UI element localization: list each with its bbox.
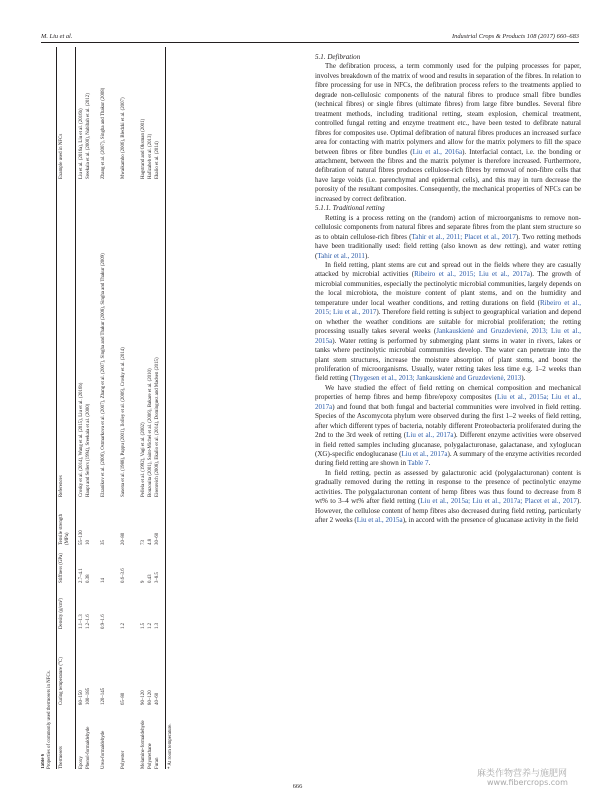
body-text-column bbox=[315, 53, 581, 526]
citation-link[interactable]: Liu et al., 2017a bbox=[401, 450, 448, 459]
table-bottom-rule bbox=[165, 47, 166, 769]
col-header-density: Density (g/cm³) bbox=[59, 598, 64, 629]
section-title: 5.1. Defibration bbox=[315, 53, 361, 61]
citation-link[interactable]: Liu et al., 2015a; Liu et al., 2017a; Placet et al., 2017 bbox=[420, 497, 577, 506]
citation-link[interactable]: Liu et al., 2015a bbox=[356, 516, 403, 525]
header-rule bbox=[41, 42, 579, 43]
watermark-url: www.fibercrops.com bbox=[487, 778, 568, 787]
col-header-examples: Example used in NFCs bbox=[59, 133, 64, 179]
col-header-stiffness: Stiffness (GPa) bbox=[59, 553, 64, 583]
citation-link[interactable]: Liu et al., 2016a bbox=[412, 147, 463, 156]
citation-link[interactable]: Ribeiro et al., 2015; Liu et al., 2017a bbox=[414, 270, 530, 279]
table-title: Table 6 bbox=[41, 753, 46, 769]
table-6-container bbox=[41, 47, 291, 769]
running-head-authors: M. Liu et al. bbox=[41, 33, 73, 40]
col-header-references: References bbox=[59, 475, 64, 497]
table-header-rule bbox=[75, 47, 76, 769]
paragraph: We have studied the effect of field retting on chemical composition and mechanical properties of hemp fibres and hemp fibre/epoxy composites (Liu et al., 2015a; Liu et al., 2017a) and found that both fungal and bacterial communities were involved in field retting. Species of the Ascomycota phylum were observed during the first 1–2 weeks of field retting, after which different types of bacteria, notably different Proteobacteria proliferated during the 2nd to the 3rd week of retting (Liu et al., 2017a). Different enzyme activities were observed in field retted samples including glucanase, polygalacturonase, galactanase, and xyloglucan (XG)-specific endoglucanase (Liu et al., 2017a). A summary of the enzyme activities recorded during field retting are shown in Table 7. bbox=[315, 383, 581, 468]
citation-link[interactable]: Tahir et al., 2011 bbox=[317, 251, 365, 260]
col-header-curing: Curing temperature (°C) bbox=[59, 657, 64, 705]
table-link[interactable]: Table 7 bbox=[407, 459, 429, 468]
table-6: Table 6 Properties of commonly used thermosets in NFCs. Thermosets Curing temperature (°C) Density (g/cm³) Stiffness (GPa) Tensile strength (MPa) References Example used in NFCs Epoxy 80–150 1.1–1.3 2.7–4.1 55–130 Crosky et al. (2014), Wang et al. (2015), Liu et al. (2016b) Liu et al. (2016a), Liu et al. (2016b) Phenol-formaldehyde 100–185 1.2–1.6 0.38 10 Haupt and Sellers (1994), Sreekala et al. (2000) Sreekala et al. (2000), Nabihah et al. (2012) Urea-formaldehyde 120–145 0.9–1.6 14 35 Elzanikov et al. (2006), Ostmarkova et al. (2007), Zhang et al. (2007), Singha and Thakur (2008), Singha and Thakur (2009) Zhang et al. (2007), Singha and Thakur (2008) Polyester 65–80 1.2 0.6–3.6 20–80 Saxena et al. (1988), Pappu (2001), Ilolley et al. (2006), Crosky et al. (2014) Mwaikambo (2006), Bledzki et al. (2007) Melamine-formaldehyde 90–120 1.5 9 73 Pellela et al. (1992), Vagi et al. (2002) Hagstrand and Oksman (2001) Polyurethane 80–120 1.2 0.43 4.8 Bouzouita (2001), Saint-Michel et al. (2006), Bakare et al. (2010) Hafizaheb et al. (2013) Furan 40–60 1.3 3–8.5 30–60 Eisenreich (2008), Ekalio et al. (2014), Domínguez and Madsen (2015) Ekalio et al. (2014) * At room temperature. bbox=[41, 47, 291, 769]
paragraph: In field retting, pectin as assessed by galacturonic acid (polygalacturonan) content is gradually removed during the retting in response to the presence of pectinolytic enzyme activities. The polygalacturonan content of hemp fibres was thus found to decrease from 8 wt% to 3–4 wt% after field retting (Liu et al., 2015a; Liu et al., 2017a; Placet et al., 2017). However, the cellulose content of hemp fibres also decreased during field retting, particularly after 2 weeks (Liu et al., 2015a), in accord with the presence of glucanase activity in the field bbox=[315, 468, 581, 525]
page-number: 666 bbox=[292, 783, 303, 790]
col-header-thermosets: Thermosets bbox=[59, 746, 64, 769]
table-caption: Properties of commonly used thermosets in NFCs. bbox=[47, 670, 52, 769]
col-header-tensile: Tensile strength (MPa) bbox=[59, 513, 71, 545]
paragraph: In field retting, plant stems are cut and spread out in the fields where they are casually attacked by microbial activities (Ribeiro et al., 2015; Liu et al., 2017a). The growth of microbial communities, especially the pectinolytic microbial communities, largely depends on the local microbiota, the moisture content of plant stems, and on the humidity and temperature under local weather conditions, and retting durations on field (Ribeiro et al., 2015; Liu et al., 2017). Therefore field retting is subject to geographical variation and depend on whether the weather conditions are suitable for microbial proliferation; the retting processing usually takes several weeks (Jankauskienė and Gruzdevienė, 2013; Liu et al., 2015a). Water retting is performed by submerging plant stems in water in rivers, lakes or tanks where pectinolytic microbial communities develop. The water can penetrate into the plant stem structures, increase the moisture absorption of plant stems, and boost the proliferation of microorganisms. Usually, water retting takes less time e.g. 1–2 weeks than field retting (Thygesen et al., 2013; Jankauskienė and Gruzdevienė, 2013). bbox=[315, 260, 582, 383]
citation-link[interactable]: Jankauskienė and Gruzdevienė, 2013; Liu et al., 2015a bbox=[315, 327, 581, 345]
citation-link[interactable]: Liu et al., 2017a bbox=[406, 431, 454, 440]
citation-link[interactable]: Tahir et al., 2011; Placet et al., 2017 bbox=[411, 232, 516, 241]
paragraph: The defibration process, a term commonly used for the pulping processes for paper, involves breakdown of the matrix of wood and results in separation of the fibres. In relation to fibre processing for use in NFCs, the defibration process refers to the treatments applied to degrade non-cellulosic components of the natural fibres to produce small fibre bundles (technical fibres) or single fibres (ultimate fibres) from large fibre bundles. Several fibre treatment methods, including traditional retting, steam explosion, chemical treatment, controlled fungal retting and enzyme treatment etc., have been tested to defibrate natural fibres for composites use. Optimal defibration of natural fibres produces an increased surface area for contacting with matrix polymers and allow for the matrix polymers to fill the space between fibres or fibre bundles (Liu et al., 2016a). Interfacial contact, i.e. the bonding or attachment, between the fibres and the matrix polymer is therefore increased. Furthermore, defibration of natural fibres produces cellulose-rich fibres by removal of non-fibre cells that have large voids (i.e. parenchymal and epidermal cells), and this may in turn decrease the porosity of the resultant composites. Consequently, the mechanical properties of NFCs can be increased by correct defibration. bbox=[315, 62, 581, 203]
citation-link[interactable]: Liu et al., 2015a; Liu et al., 2017a bbox=[315, 393, 581, 411]
table-footnote: * At room temperature. bbox=[168, 723, 173, 769]
running-head-journal: Industrial Crops & Products 108 (2017) 660–683 bbox=[452, 33, 579, 40]
subsection-title: 5.1.1. Traditional retting bbox=[315, 204, 385, 213]
paragraph: Retting is a process retting on the (random) action of microorganisms to remove non-cellulosic components from natural fibres and separate fibres from the plant stem structure so as to obtain cellulose-rich fibres (Tahir et al., 2011; Placet et al., 2017). Two retting methods have been traditionally used: field retting (also known as dew retting), and water retting (Tahir et al., 2011). bbox=[315, 213, 582, 260]
citation-link[interactable]: Ribeiro et al., 2015; Liu et al., 2017 bbox=[315, 298, 582, 317]
watermark-text: 麻类作物营养与施肥网 bbox=[477, 769, 568, 779]
table-top-rule bbox=[56, 47, 57, 769]
citation-link[interactable]: Thygesen et al., 2013; Jankauskienė and Gruzdevienė, 2013 bbox=[352, 374, 522, 383]
